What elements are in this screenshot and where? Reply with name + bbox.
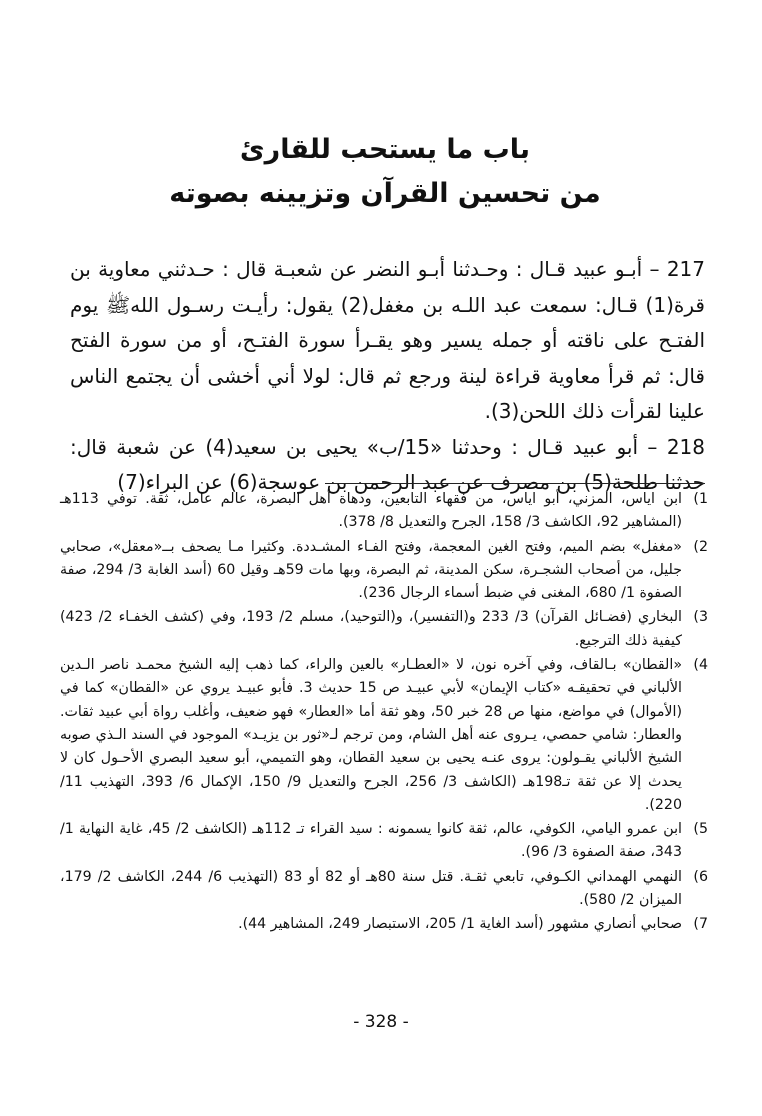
footnote-text: صحابي أنصاري مشهور (أسد الغاية 1/ 205، الاستبصار 249، المشاهير 44).: [238, 916, 682, 933]
footnote: [60, 913, 708, 936]
footnote: [60, 818, 708, 865]
footnote-divider: [325, 483, 705, 484]
main-text: [70, 252, 705, 501]
footnote-number: 6): [693, 868, 708, 885]
footnote-text: «القطان» بـالقاف، وفي آخره نون، لا «العطـار» بالعين والراء، كما ذهب إليه الشيخ محمـد ناصر الـدين الألباني في تحقيقـه «كتاب الإيمان» لأبي عبيـد ص 15 حديث 3. فأبو عبيـد يروي عن «القطان» كما في (الأموال) في مواضع، منها ص 28 خبر 50، وهو ثقة أما «العطار» فهو ضعيف، وأغلب رواة أبي عبيد ثقات. والعطار: شامي حمصي، يـروى عنه أهل الشام، ومن ترجم لـ«ثور بن يزيـد» الموجود في السند الـذي صوبه الشيخ الألباني يقـولون: يروى عنـه يحيى بن سعيد القطان، وهو التميمي، أبو سعيد البصري الأحـول كان لا يحدث إلا عن ثقة تـ198هـ (الكاشف 3/ 256، الجرح والتعديل 9/ 150، الإكمال 6/ 393، التهذيب 11/ 220).: [60, 657, 682, 813]
footnote-number: 2): [693, 538, 708, 555]
footnote-text: «مغفل» بضم الميم، وفتح الغين المعجمة، وفتح الفـاء المشـددة. وكثيرا مـا يصحف بــ«معقل»، صحابي جليل، من أصحاب الشجـرة، سكن المدينة، ثم البصرة، وبها مات 59هـ وقيل 60 (أسد الغابة 3/ 294، صفة الصفوة 1/ 680، المغنى في ضبط أسماء الرجال 236).: [60, 538, 683, 602]
footnote-text: النهمي الهمداني الكـوفي، تابعي ثقـة. قتل سنة 80هـ أو 82 أو 83 (التهذيب 6/ 244، الكاشف 2/ 179، الميزان 2/ 580).: [60, 868, 682, 909]
footnote-text: ابن اياس، المزني، أبو اياس، من فقهاء التابعين، ودهاة أهل البصرة، عالم عامل، ثقة. توفي 113هـ (المشاهير 92، الكاشف 3/ 158، الجرح والتعديل 8/ 378).: [60, 491, 682, 531]
chapter-title-line-1: باب ما يستحب للقارئ: [239, 134, 531, 165]
footnote-number: 1): [693, 491, 708, 507]
footnote: [60, 488, 708, 535]
hadith-217: 217 – أبـو عبيد قـال : وحـدثنا أبـو النضر عن شعبـة قال : حـدثني معاوية بن قرة(1) قـال: سمعت عبد اللـه بن مغفل(2) يقول: رأيـت رسـول اللهﷺ يوم الفتـح على ناقته أو جمله يسير وهو يقـرأ سورة الفتـح، أو من سورة الفتح قال: ثم قرأ معاوية قراءة لينة ورجع ثم قال: لولا أني أخشى أن يجتمع الناس علينا لقرأت ذلك اللحن(3).: [70, 257, 705, 423]
page-number: - 328 -: [353, 1012, 409, 1032]
footnote-number: 3): [693, 609, 708, 626]
footnote-number: 4): [693, 657, 708, 674]
footnotes: [60, 488, 708, 938]
footnote-text: ابن عمرو اليامي، الكوفي، عالم، ثقة كانوا يسمونه : سيد القراء تـ 112هـ (الكاشف 2/ 45، غاية النهاية 1/ 343، صفة الصفوة 3/ 96).: [60, 821, 682, 861]
footnote: [60, 536, 708, 606]
footnote: [60, 654, 708, 817]
footnote: [60, 606, 708, 653]
hadith-218: 218 – أبو عبيد قـال : وحدثنا «15/ب» يحيى بن سعيد(4) عن شعبة قال: حدثنا طلحة(5) بن مصرف عن عبد الرحمن بن عوسجة(6) عن البراء(7): [70, 434, 705, 494]
footnote-text: البخاري (فضـائل القرآن) 3/ 233 و(التفسير)، و(التوحيد)، مسلم 2/ 193، وفي (كشف الخفـاء 2/ 423) كيفية ذلك الترجيع.: [60, 609, 682, 649]
footnote: [60, 866, 708, 913]
footnote-number: 5): [693, 821, 708, 838]
chapter-title-line-2: من تحسين القرآن وتزيينه بصوته: [169, 178, 601, 209]
footnote-number: 7): [693, 916, 708, 933]
